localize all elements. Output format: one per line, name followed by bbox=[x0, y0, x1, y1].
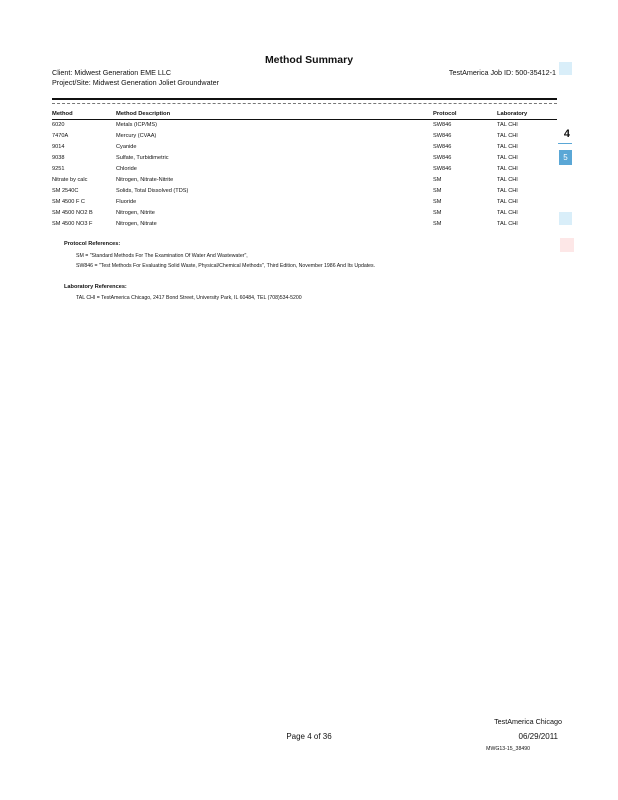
cell-protocol: SW846 bbox=[433, 155, 452, 161]
cell-description: Cyanide bbox=[116, 144, 137, 150]
table-row bbox=[0, 155, 618, 165]
table-row bbox=[0, 221, 618, 231]
cell-description: Chloride bbox=[116, 166, 137, 172]
cell-laboratory: TAL CHI bbox=[497, 199, 518, 205]
cell-laboratory: TAL CHI bbox=[497, 133, 518, 139]
client-line: Client: Midwest Generation EME LLC bbox=[52, 68, 172, 77]
cell-method: SM 4500 F C bbox=[52, 199, 85, 205]
col-header-protocol: Protocol bbox=[433, 111, 457, 117]
cell-method: 7470A bbox=[52, 133, 69, 139]
cell-laboratory: TAL CHI bbox=[497, 166, 518, 172]
cell-description: Mercury (CVAA) bbox=[116, 133, 157, 139]
cell-method: SM 4500 NO2 B bbox=[52, 210, 93, 216]
cell-description: Solids, Total Dissolved (TDS) bbox=[116, 188, 189, 194]
tab-current[interactable]: 4 bbox=[563, 128, 570, 140]
page-number: Page 4 of 36 bbox=[286, 732, 332, 741]
cell-method: 9014 bbox=[52, 144, 65, 150]
cell-protocol: SW846 bbox=[433, 166, 452, 172]
col-header-laboratory: Laboratory bbox=[497, 111, 528, 117]
table-row bbox=[0, 188, 618, 198]
cell-protocol: SM bbox=[433, 177, 442, 183]
protocol-references-heading: Protocol References: bbox=[64, 241, 121, 247]
cell-method: 9251 bbox=[52, 166, 65, 172]
cell-laboratory: TAL CHI bbox=[497, 177, 518, 183]
footer-date: 06/29/2011 bbox=[518, 732, 558, 741]
cell-protocol: SM bbox=[433, 199, 442, 205]
table-row bbox=[0, 166, 618, 176]
cell-protocol: SM bbox=[433, 221, 442, 227]
table-row bbox=[0, 177, 618, 187]
cell-description: Nitrogen, Nitrate-Nitrite bbox=[116, 177, 174, 183]
cell-protocol: SW846 bbox=[433, 122, 452, 128]
table-row bbox=[0, 133, 618, 143]
project-line: Project/Site: Midwest Generation Joliet Groundwater bbox=[52, 78, 219, 87]
cell-method: 9038 bbox=[52, 155, 65, 161]
cell-laboratory: TAL CHI bbox=[497, 210, 518, 216]
cell-description: Metals (ICP/MS) bbox=[116, 122, 158, 128]
cell-laboratory: TAL CHI bbox=[497, 221, 518, 227]
cell-description: Nitrogen, Nitrite bbox=[116, 210, 155, 216]
tab-marker bbox=[560, 238, 574, 252]
cell-method: SM 2540C bbox=[52, 188, 79, 194]
tab-next[interactable]: 5 bbox=[559, 150, 572, 165]
table-row bbox=[0, 144, 618, 154]
cell-protocol: SM bbox=[433, 188, 442, 194]
cell-protocol: SW846 bbox=[433, 144, 452, 150]
protocol-reference-line: SM = "Standard Methods For The Examination Of Water And Wastewater", bbox=[76, 253, 248, 259]
table-row bbox=[0, 199, 618, 209]
cell-description: Sulfate, Turbidimetric bbox=[116, 155, 169, 161]
cell-laboratory: TAL CHI bbox=[497, 122, 518, 128]
page-title: Method Summary bbox=[264, 54, 354, 66]
cell-method: 6020 bbox=[52, 122, 65, 128]
cell-description: Nitrogen, Nitrate bbox=[116, 221, 157, 227]
table-row bbox=[0, 210, 618, 220]
col-header-description: Method Description bbox=[116, 111, 171, 117]
cell-protocol: SW846 bbox=[433, 133, 452, 139]
table-header-rule bbox=[52, 119, 557, 120]
header-dashed-rule bbox=[52, 103, 557, 104]
cell-laboratory: TAL CHI bbox=[497, 155, 518, 161]
footer-code: MWG13-15_38490 bbox=[486, 746, 530, 752]
table-row bbox=[0, 122, 618, 132]
laboratory-reference-line: TAL CHI = TestAmerica Chicago, 2417 Bond Street, University Park, IL 60484, TEL (708)534-5200 bbox=[76, 295, 302, 301]
tab-marker bbox=[559, 62, 572, 75]
tab-divider bbox=[558, 143, 572, 144]
cell-protocol: SM bbox=[433, 210, 442, 216]
cell-description: Fluoride bbox=[116, 199, 137, 205]
col-header-method: Method bbox=[52, 111, 73, 117]
header-rule bbox=[52, 98, 557, 100]
laboratory-references-heading: Laboratory References: bbox=[64, 284, 127, 290]
cell-laboratory: TAL CHI bbox=[497, 144, 518, 150]
cell-laboratory: TAL CHI bbox=[497, 188, 518, 194]
tab-marker bbox=[559, 212, 572, 225]
protocol-reference-line: SW846 = "Test Methods For Evaluating Solid Waste, Physical/Chemical Methods", Third Edition, November 1986 And Its Updates. bbox=[76, 263, 376, 269]
job-id: TestAmerica Job ID: 500-35412-1 bbox=[448, 68, 556, 77]
cell-method: SM 4500 NO3 F bbox=[52, 221, 93, 227]
footer-lab-name: TestAmerica Chicago bbox=[494, 717, 562, 726]
cell-method: Nitrate by calc bbox=[52, 177, 88, 183]
